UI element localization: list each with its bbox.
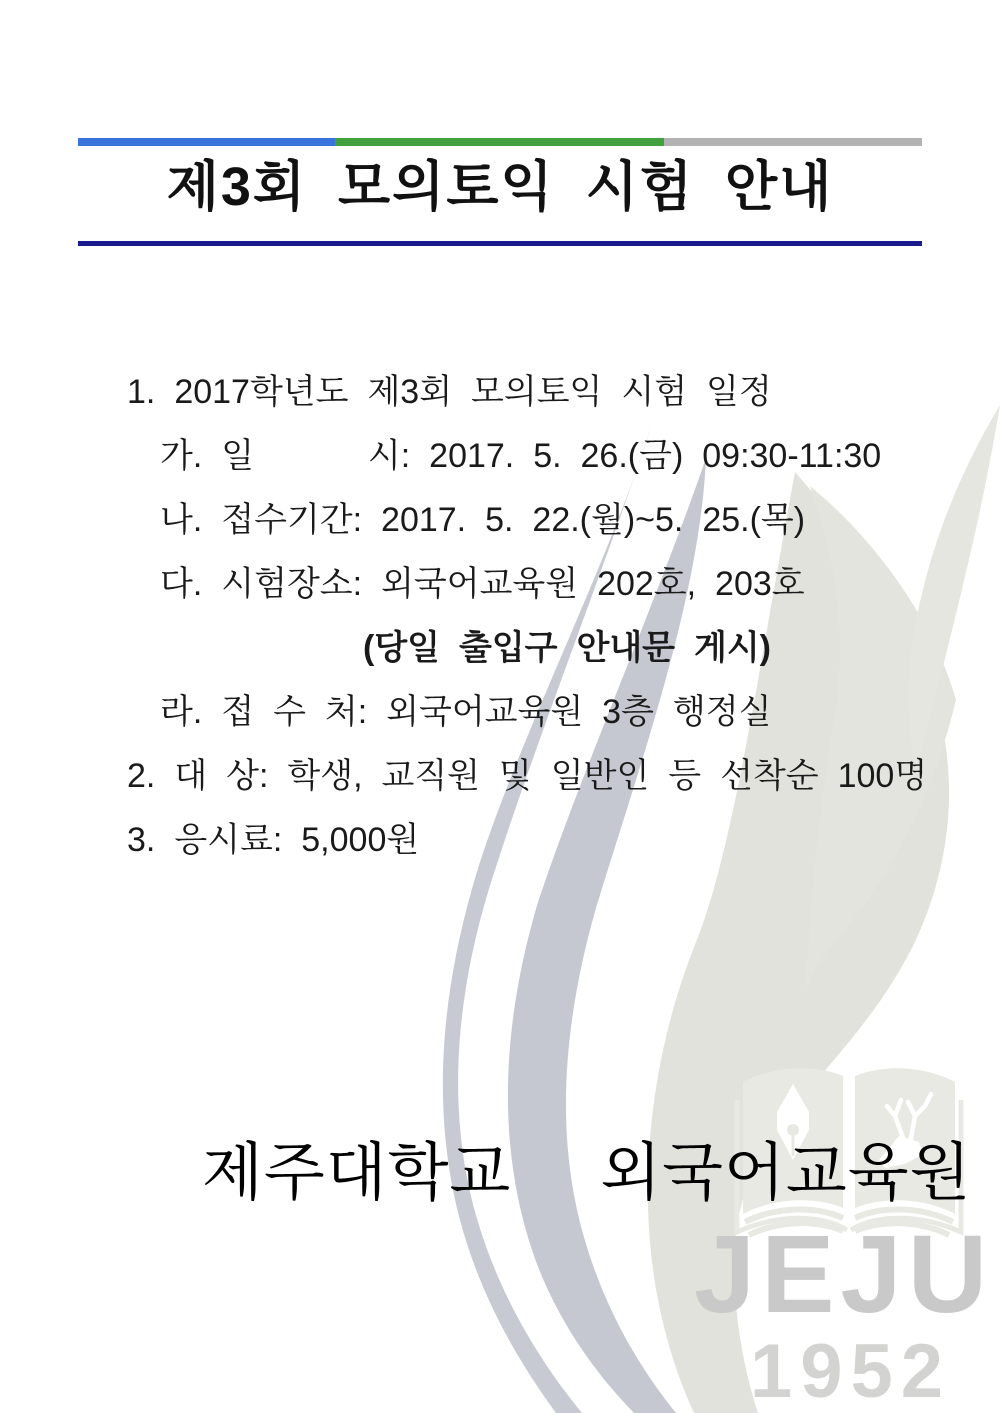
body-line: 라. 접 수 처: 외국어교육원 3층 행정실	[160, 693, 772, 731]
notice-title: 제3회 모의토익 시험 안내	[166, 157, 834, 217]
body-line: 3. 응시료: 5,000원	[127, 821, 420, 859]
pen-nib-hole	[787, 1124, 799, 1136]
body-line: 나. 접수기간: 2017. 5. 22.(월)~5. 25.(목)	[160, 501, 806, 539]
notice-body	[0, 360, 1000, 872]
organization-name: 제주대학교 외국어교육원	[202, 1138, 972, 1208]
accent-bar-green-segment	[335, 138, 663, 146]
accent-bar	[78, 138, 922, 146]
body-line: 2. 대 상: 학생, 교직원 및 일반인 등 선착순 100명	[127, 757, 928, 795]
accent-bar-gray-segment	[664, 138, 922, 146]
title-underline-rule	[78, 241, 922, 246]
founding-year-text: 1952	[750, 1329, 952, 1413]
body-line: 가. 일 시: 2017. 5. 26.(금) 09:30-11:30	[160, 437, 882, 475]
jeju-watermark-text: JEJU	[694, 1213, 994, 1336]
accent-bar-blue-segment	[78, 138, 335, 146]
body-line: 다. 시험장소: 외국어교육원 202호, 203호	[160, 565, 805, 603]
body-line: 1. 2017학년도 제3회 모의토익 시험 일정	[127, 373, 772, 411]
body-line-emphasis: (당일 출입구 안내문 게시)	[363, 629, 771, 667]
